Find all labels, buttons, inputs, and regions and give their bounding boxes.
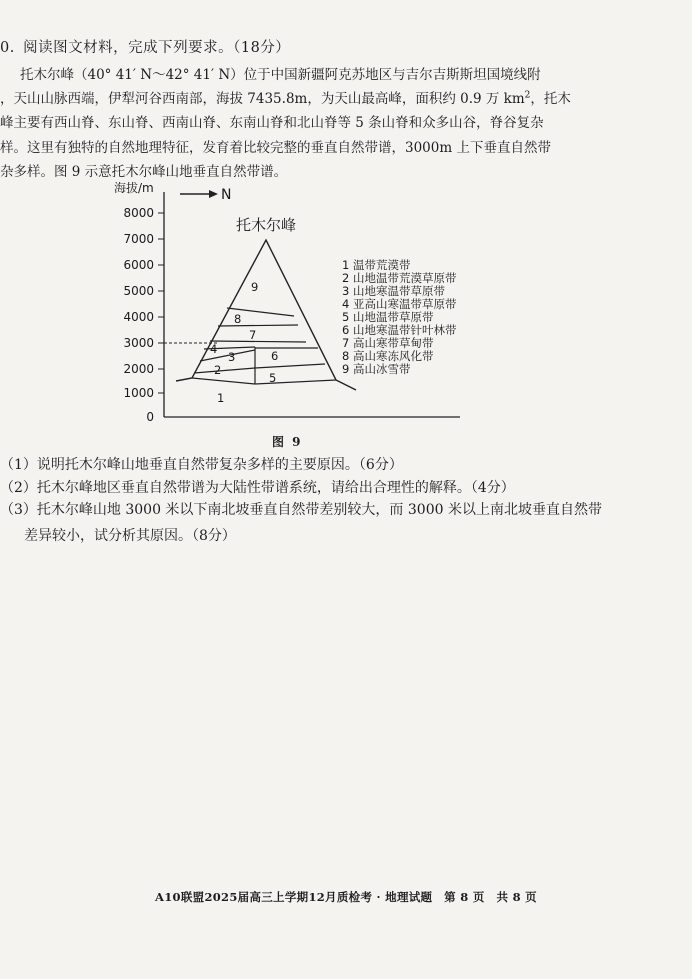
band-number-1: 1	[217, 391, 225, 405]
legend-item-6: 6 山地寒温带针叶林带	[342, 323, 457, 337]
legend-item-9: 9 高山冰雪带	[342, 362, 411, 376]
legend-item-8: 8 高山寒冻风化带	[342, 349, 434, 363]
question-number: 0.	[0, 40, 15, 56]
paragraph-line-5: 杂多样。图 9 示意托木尔峰山地垂直自然带谱。	[0, 163, 288, 180]
band-number-4: 4	[210, 342, 218, 356]
paragraph-line-1: 托木尔峰（40° 41′ N～42° 41′ N）位于中国新疆阿克苏地区与吉尔吉斯斯坦国境线附	[20, 67, 541, 83]
superscript: 2	[524, 90, 531, 101]
legend	[342, 258, 457, 376]
tick-label: 0	[146, 410, 154, 424]
tick-label: 5000	[123, 284, 154, 298]
sub-question-1: （1）说明托木尔峰山地垂直自然带复杂多样的主要原因。（6分）	[0, 457, 403, 473]
north-label: N	[221, 187, 232, 203]
sub-question-2: （2）托木尔峰地区垂直自然带谱为大陆性带谱系统，请给出合理性的解释。（4分）	[0, 480, 515, 496]
legend-item-1: 1 温带荒漠带	[342, 258, 411, 272]
tick-label: 1000	[123, 386, 154, 400]
tick-label: 2000	[123, 362, 154, 376]
north-arrowhead-icon	[209, 190, 218, 198]
paragraph-line-4: 样。这里有独特的自然地理特征，发育着比较完整的垂直自然带谱，3000m 上下垂直自然带	[0, 139, 551, 156]
band-number-5: 5	[269, 371, 277, 385]
tick-label: 7000	[123, 232, 154, 246]
paragraph-line-2-text: ，天山山脉西端，伊犁河谷西南部，海拔 7435.8m，为天山最高峰，面积约 0.9 万 km	[0, 91, 525, 108]
vertical-zone-diagram	[100, 178, 520, 428]
band-number-6: 6	[271, 349, 279, 363]
tick-label: 3000	[123, 336, 154, 350]
material-paragraph	[0, 63, 585, 184]
legend-item-7: 7 高山寒带草甸带	[342, 336, 434, 350]
band-numbers	[210, 280, 278, 405]
figure-caption: 图 9	[272, 435, 303, 449]
sub-question-3-continued: 差异较小，试分析其原因。（8分）	[24, 528, 236, 544]
band-number-3: 3	[228, 350, 236, 364]
paragraph-line-2	[0, 87, 585, 111]
paragraph-line-2-tail: ，托木	[530, 91, 571, 108]
page-footer: A10联盟2025届高三上学期12月质检考 · 地理试题 第 8 页 共 8 页	[155, 890, 537, 904]
y-ticks	[123, 206, 164, 424]
legend-item-3: 3 山地寒温带草原带	[342, 284, 445, 298]
band-number-9: 9	[251, 280, 259, 294]
tick-label: 4000	[123, 310, 154, 324]
sub-question-3: （3）托木尔峰山地 3000 米以下南北坡垂直自然带差别较大，而 3000 米以上南北坡垂直自然带	[0, 502, 602, 518]
tick-label: 6000	[123, 258, 154, 272]
band-number-8: 8	[234, 312, 242, 326]
y-axis-label: 海拔/m	[114, 181, 154, 195]
question-heading-text: 阅读图文材料，完成下列要求。（18分）	[23, 40, 291, 56]
tick-label: 8000	[123, 206, 154, 220]
legend-item-2: 2 山地温带荒漠草原带	[342, 271, 457, 285]
peak-label: 托木尔峰	[235, 216, 297, 234]
legend-item-4: 4 亚高山寒温带草原带	[342, 297, 457, 311]
band-number-2: 2	[214, 363, 222, 377]
legend-item-5: 5 山地温带草原带	[342, 310, 434, 324]
question-heading	[0, 36, 290, 57]
band-number-7: 7	[249, 328, 257, 342]
paragraph-line-3: 峰主要有西山脊、东山脊、西南山脊、东南山脊和北山脊等 5 条山脊和众多山谷，脊谷复杂	[0, 115, 544, 132]
